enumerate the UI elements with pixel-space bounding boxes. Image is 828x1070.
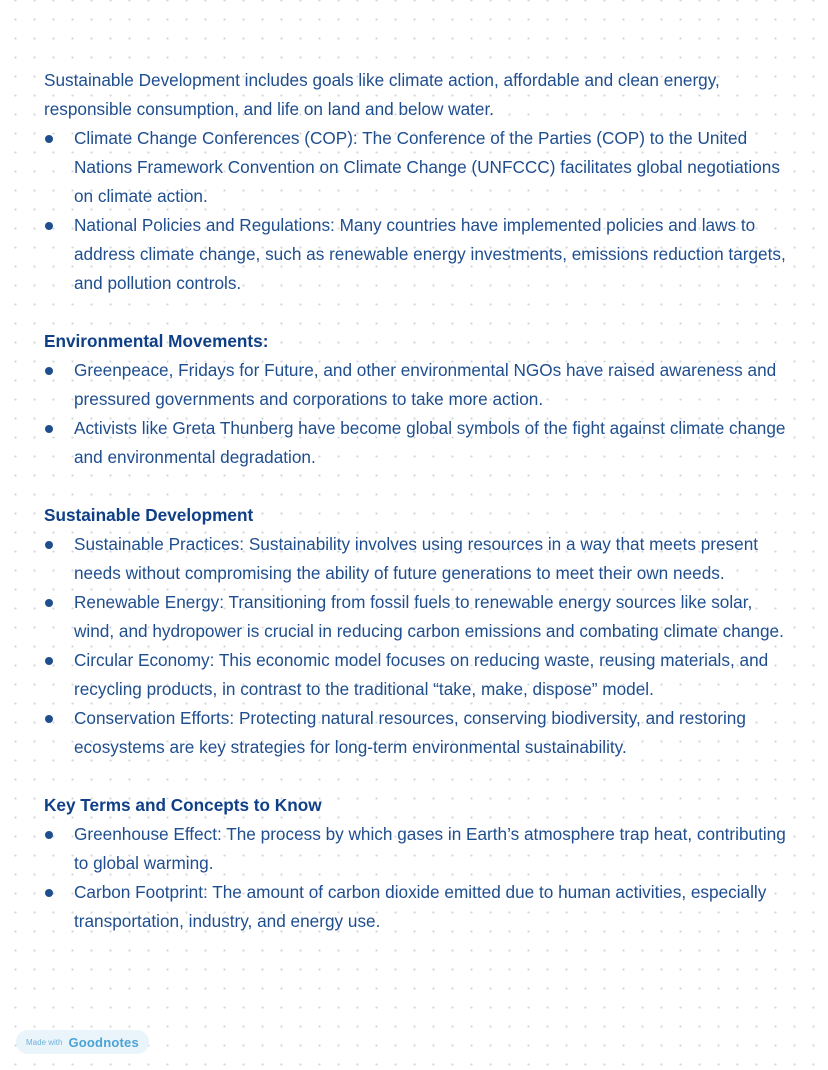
intro-line: Sustainable Development includes goals like climate action, affordable and clean energy, <box>44 70 720 90</box>
list-item <box>44 530 794 588</box>
list-item-text: National Policies and Regulations: Many countries have implemented policies and laws to address climate change, such as renewable energy investments, emissions reduction targets, and pollution controls. <box>74 215 786 293</box>
goodnotes-watermark[interactable] <box>16 1030 149 1054</box>
list-item <box>44 704 794 762</box>
note-page <box>44 66 794 936</box>
bullet-dot-icon <box>45 599 53 607</box>
list-item-text: Activists like Greta Thunberg have become global symbols of the fight against climate change and environmental degradation. <box>74 418 786 467</box>
environmental-movements-list <box>44 356 794 472</box>
key-terms-list <box>44 820 794 936</box>
list-item <box>44 820 794 878</box>
bullet-dot-icon <box>45 135 53 143</box>
spacer <box>44 298 794 327</box>
bullet-dot-icon <box>45 831 53 839</box>
section-heading-sustainable-development: Sustainable Development <box>44 505 254 525</box>
goodnotes-logo-text: Goodnotes <box>68 1034 139 1050</box>
spacer <box>44 762 794 791</box>
list-item <box>44 878 794 936</box>
watermark-prefix: Made with <box>26 1037 63 1047</box>
spacer <box>44 472 794 501</box>
list-item <box>44 124 794 211</box>
intro-bullet-list <box>44 124 794 298</box>
section-heading-key-terms: Key Terms and Concepts to Know <box>44 795 322 815</box>
list-item-text: Climate Change Conferences (COP): The Conference of the Parties (COP) to the United Nations Framework Convention on Climate Change (UNFCCC) facilitates global negotiations on climate action. <box>74 128 780 206</box>
list-item-text: Greenpeace, Fridays for Future, and other environmental NGOs have raised awareness and pressured governments and corporations to take more action. <box>74 360 777 409</box>
bullet-dot-icon <box>45 889 53 897</box>
list-item-text: Greenhouse Effect: The process by which gases in Earth’s atmosphere trap heat, contributing to global warming. <box>74 824 786 873</box>
bullet-dot-icon <box>45 715 53 723</box>
list-item <box>44 646 794 704</box>
bullet-dot-icon <box>45 367 53 375</box>
bullet-dot-icon <box>45 425 53 433</box>
bullet-dot-icon <box>45 222 53 230</box>
list-item-text: Carbon Footprint: The amount of carbon dioxide emitted due to human activities, especially transportation, industry, and energy use. <box>74 882 767 931</box>
bullet-dot-icon <box>45 541 53 549</box>
list-item-text: Sustainable Practices: Sustainability involves using resources in a way that meets present needs without compromising the ability of future generations to meet their own needs. <box>74 534 759 583</box>
intro-line: responsible consumption, and life on land and below water. <box>44 99 495 119</box>
sustainable-development-list <box>44 530 794 762</box>
list-item <box>44 588 794 646</box>
list-item <box>44 356 794 414</box>
list-item <box>44 211 794 298</box>
section-heading-environmental-movements: Environmental Movements: <box>44 331 269 351</box>
list-item-text: Circular Economy: This economic model focuses on reducing waste, reusing materials, and recycling products, in contrast to the traditional “take, make, dispose” model. <box>74 650 769 699</box>
bullet-dot-icon <box>45 657 53 665</box>
list-item-text: Conservation Efforts: Protecting natural resources, conserving biodiversity, and restoring ecosystems are key strategies for long-term environmental sustainability. <box>74 708 746 757</box>
list-item <box>44 414 794 472</box>
list-item-text: Renewable Energy: Transitioning from fossil fuels to renewable energy sources like solar, wind, and hydropower is crucial in reducing carbon emissions and combating climate change. <box>74 592 784 641</box>
